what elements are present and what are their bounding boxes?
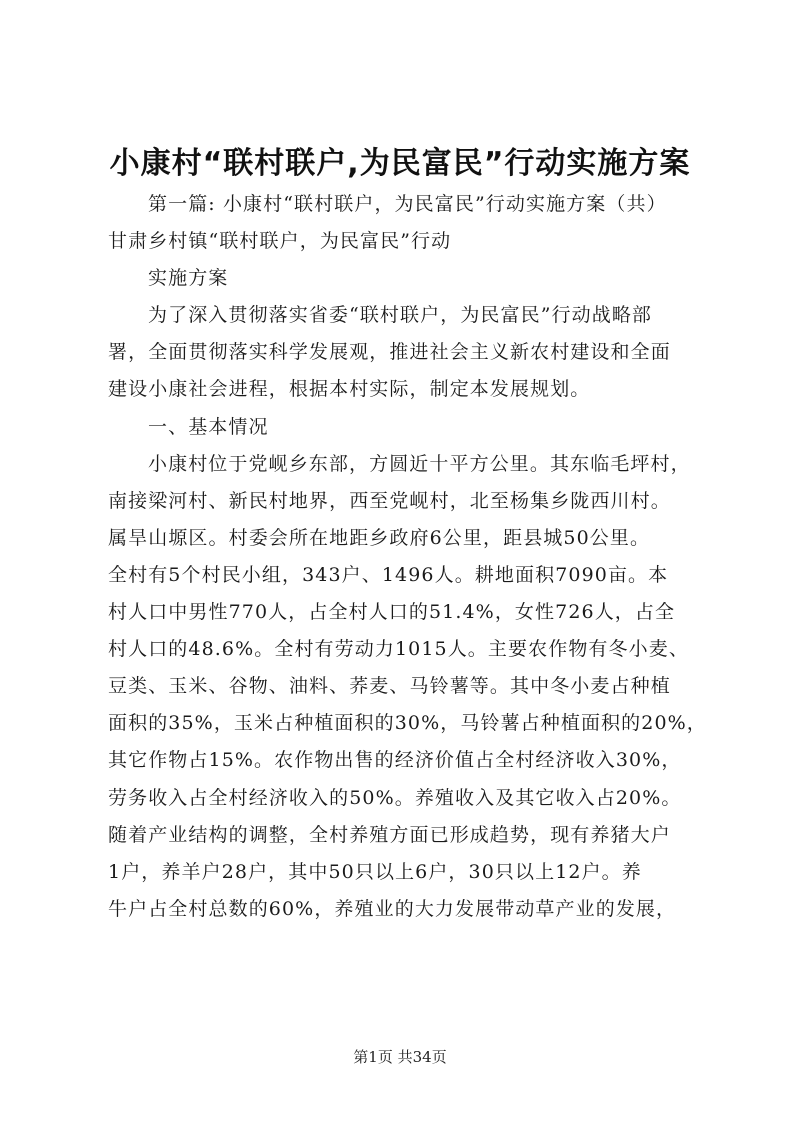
body-line: 为了深入贯彻落实省委“联村联户，为民富民”行动战略部: [148, 304, 653, 327]
body-line: 1户，养羊户28户，其中50只以上6户，30只以上12户。养: [108, 860, 642, 883]
body-line: 一、基本情况: [148, 415, 269, 438]
body-line: 其它作物占15%。农作物出售的经济价值占全村经济收入30%，: [108, 749, 682, 772]
body-line: 南接梁河村、新民村地界，西至党岘村，北至杨集乡陇西川村。: [108, 489, 671, 512]
body-line: 劳务收入占全村经济收入的50%。养殖收入及其它收入占20%。: [108, 786, 682, 809]
body-line: 豆类、玉米、谷物、油料、荞麦、马铃薯等。其中冬小麦占种植: [108, 675, 671, 698]
body-line: 村人口的48.6%。全村有劳动力1015人。主要农作物有冬小麦、: [108, 638, 689, 661]
body-line: 面积的35%，玉米占种植面积的30%，马铃薯占种植面积的20%，: [108, 712, 707, 735]
document-title: 小康村“联村联户,为民富民”行动实施方案: [109, 146, 691, 181]
document-body: [108, 186, 708, 928]
body-line: 随着产业结构的调整，全村养殖方面已形成趋势，现有养猪大户: [108, 823, 671, 846]
body-line: 第一篇: 小康村“联村联户，为民富民”行动实施方案（共）: [148, 193, 667, 215]
page-footer: 第1页 共34页: [353, 1048, 447, 1066]
body-line: 属旱山塬区。村委会所在地距乡政府6公里，距县城50公里。: [108, 526, 651, 549]
body-line: 小康村位于党岘乡东部，方圆近十平方公里。其东临毛坪村，: [148, 452, 691, 475]
body-line: 建设小康社会进程，根据本村实际，制定本发展规划。: [108, 378, 591, 401]
body-line: 甘肃乡村镇“联村联户，为民富民”行动: [108, 230, 452, 253]
body-line: 署，全面贯彻落实科学发展观，推进社会主义新农村建设和全面: [108, 341, 671, 364]
body-line: 实施方案: [148, 267, 229, 290]
body-line: 牛户占全村总数的60%，养殖业的大力发展带动草产业的发展，: [108, 897, 677, 920]
body-line: 村人口中男性770人，占全村人口的51.4%，女性726人，占全: [108, 601, 676, 624]
body-line: 全村有5个村民小组，343户、1496人。耕地面积7090亩。本: [108, 563, 669, 586]
